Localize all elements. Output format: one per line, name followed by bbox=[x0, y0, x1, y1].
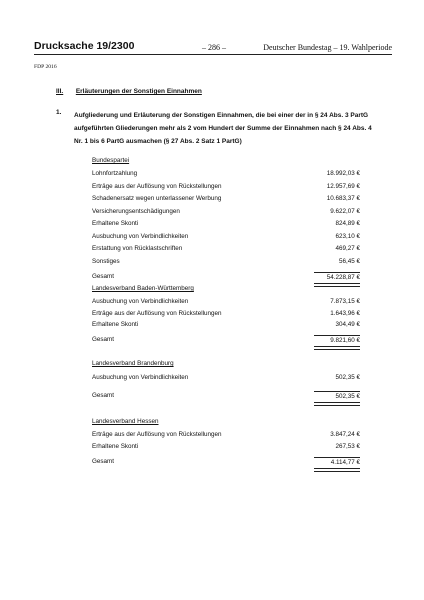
income-amount: 502,35 € bbox=[335, 374, 360, 381]
group-title: Landesverband Baden-Württemberg bbox=[92, 285, 194, 292]
page-number: – 286 – bbox=[202, 43, 226, 52]
income-row bbox=[92, 321, 360, 331]
income-amount: 469,27 € bbox=[335, 245, 360, 252]
page-header bbox=[34, 40, 392, 55]
total-amount: 54.228,87 € bbox=[314, 272, 360, 281]
income-amount: 56,45 € bbox=[338, 257, 360, 265]
income-amount: 304,49 € bbox=[335, 321, 360, 328]
income-row bbox=[92, 431, 360, 441]
income-amount: 7.873,15 € bbox=[330, 298, 360, 305]
total-double-underline bbox=[314, 346, 360, 350]
total-label: Gesamt bbox=[92, 458, 115, 465]
income-row bbox=[92, 298, 360, 308]
income-row bbox=[92, 183, 360, 193]
income-row bbox=[92, 443, 360, 453]
total-amount: 4.114,77 € bbox=[314, 457, 360, 466]
income-label: Erstattung von Rücklastschriften bbox=[92, 245, 183, 252]
income-row bbox=[92, 374, 360, 384]
income-label: Ausbuchung von Verbindlichkeiten bbox=[92, 232, 189, 240]
point-text: Aufgliederung und Erläuterung der Sonstigen Einnahmen, die bei einer der in § 24 Abs. 3 PartG aufgeführten Gliederungen mehr als 2 vom Hundert der Summe der Einnahmen nach § 24 Abs. 4 Nr. 1 bis 6 PartG ausmachen (§ 27 Abs. 2 Satz 1 PartG) bbox=[74, 112, 372, 145]
group-title: Landesverband Hessen bbox=[92, 418, 159, 425]
income-amount: 267,53 € bbox=[335, 443, 360, 450]
section-title: Erläuterungen der Sonstigen Einnahmen bbox=[75, 88, 202, 95]
party-year: FDP 2016 bbox=[34, 64, 57, 70]
total-double-underline bbox=[314, 468, 360, 472]
income-row bbox=[92, 208, 360, 218]
income-amount: 9.622,07 € bbox=[330, 207, 360, 215]
group-title: Bundespartei bbox=[92, 157, 130, 164]
income-amount: 3.847,24 € bbox=[330, 431, 360, 438]
income-label: Versicherungsentschädigungen bbox=[92, 207, 180, 215]
income-amount: 10.683,37 € bbox=[326, 195, 360, 202]
total-row bbox=[92, 458, 360, 468]
section-heading bbox=[56, 88, 202, 95]
income-amount: 623,10 € bbox=[335, 232, 360, 240]
income-row bbox=[92, 220, 360, 230]
income-label: Erträge aus der Auflösung von Rückstellungen bbox=[92, 182, 222, 190]
point-number: 1. bbox=[56, 109, 62, 116]
income-row bbox=[92, 245, 360, 255]
total-row bbox=[92, 273, 360, 283]
total-double-underline bbox=[314, 402, 360, 406]
income-row bbox=[92, 310, 360, 320]
income-label: Erträge aus der Auflösung von Rückstellungen bbox=[92, 431, 222, 438]
income-label: Erträge aus der Auflösung von Rückstellungen bbox=[92, 309, 222, 317]
total-row bbox=[92, 336, 360, 346]
total-amount: 9.821,60 € bbox=[314, 335, 360, 344]
total-label: Gesamt bbox=[92, 392, 115, 399]
income-label: Schadenersatz wegen unterlassener Werbung bbox=[92, 195, 222, 202]
income-label: Ausbuchung von Verbindlichkeiten bbox=[92, 374, 189, 381]
income-row bbox=[92, 233, 360, 243]
income-label: Erhaltene Skonti bbox=[92, 443, 139, 450]
income-row bbox=[92, 170, 360, 180]
income-row bbox=[92, 195, 360, 205]
income-label: Sonstiges bbox=[92, 257, 120, 265]
total-amount: 502,35 € bbox=[314, 391, 360, 400]
income-row bbox=[92, 258, 360, 268]
income-label: Erhaltene Skonti bbox=[92, 321, 139, 328]
income-label: Ausbuchung von Verbindlichkeiten bbox=[92, 298, 189, 305]
income-amount: 18.992,03 € bbox=[326, 170, 360, 177]
drucksache-number: Drucksache 19/2300 bbox=[34, 40, 135, 52]
income-amount: 824,89 € bbox=[335, 220, 360, 227]
income-label: Erhaltene Skonti bbox=[92, 220, 139, 227]
publisher: Deutscher Bundestag – 19. Wahlperiode bbox=[263, 43, 392, 52]
income-label: Lohnfortzahlung bbox=[92, 170, 138, 177]
total-label: Gesamt bbox=[92, 335, 115, 343]
income-amount: 1.643,96 € bbox=[330, 309, 360, 317]
group-title: Landesverband Brandenburg bbox=[92, 360, 174, 367]
income-amount: 12.957,69 € bbox=[326, 182, 360, 190]
total-double-underline bbox=[314, 283, 360, 287]
section-number: III. bbox=[56, 88, 64, 95]
total-label: Gesamt bbox=[92, 273, 115, 280]
total-row bbox=[92, 392, 360, 402]
